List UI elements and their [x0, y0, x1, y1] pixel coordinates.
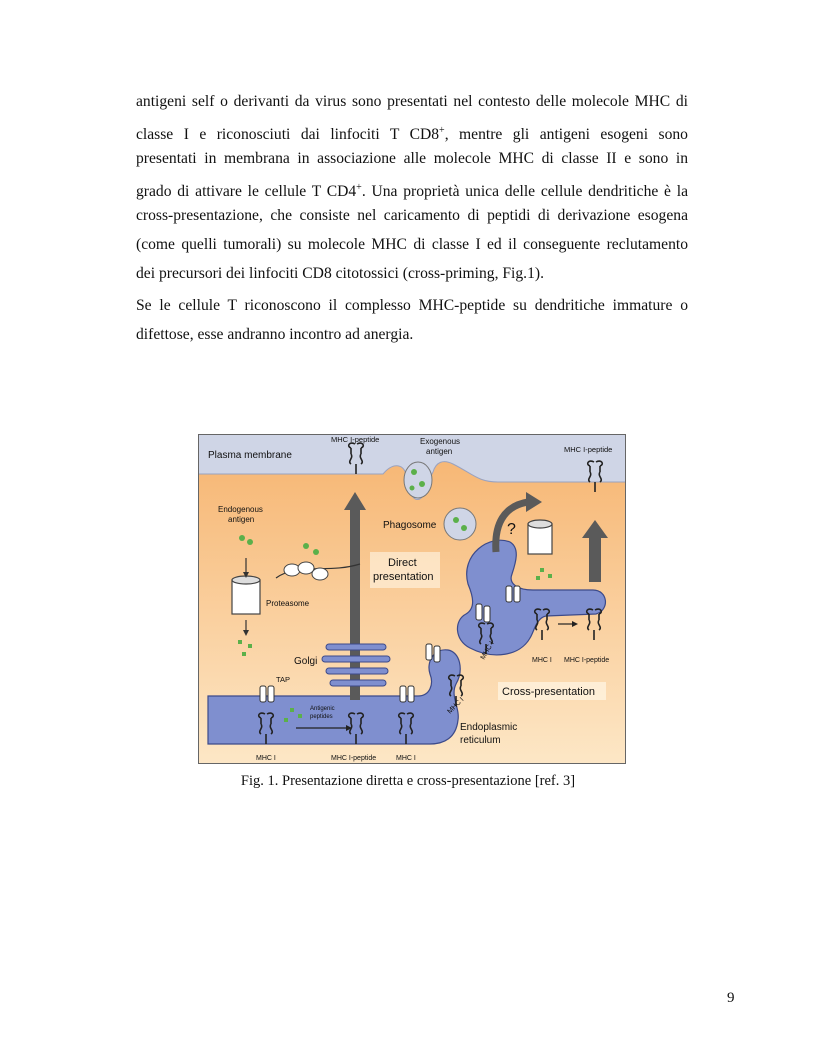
label-phagosome: Phagosome: [383, 520, 437, 531]
label-plasma-membrane: Plasma membrane: [208, 450, 292, 461]
label-direct: Direct: [388, 557, 417, 569]
figure-antigen-presentation: [198, 434, 626, 764]
upward-arrow: [589, 536, 601, 582]
text-line: presentati in membrana in associazione alle molecole MHC di classe II e sono in: [136, 150, 688, 168]
text-line: grado di attivare le cellule T CD4+. Una proprietà unica delle cellule dendritiche è la: [136, 181, 688, 200]
label-mhc-peptide: MHC I-peptide: [331, 435, 380, 444]
label-mhc-i: MHC I: [479, 640, 496, 661]
label-cross-presentation: Cross-presentation: [502, 686, 595, 698]
label-tap: TAP: [276, 675, 291, 684]
label-exogenous: Exogenous: [420, 437, 461, 446]
page-number: 9: [727, 990, 735, 1006]
figure-caption: Fig. 1. Presentazione diretta e cross-presentazione [ref. 3]: [240, 773, 576, 789]
superscript: +: [356, 181, 362, 193]
label-mhc-i: MHC I: [256, 755, 276, 762]
superscript: +: [439, 124, 445, 136]
phagosome: [444, 508, 476, 540]
text-line: classe I e riconosciuti dai linfociti T CD8+, mentre gli antigeni esogeni sono: [136, 124, 688, 143]
text-line: difettose, esse andranno incontro ad anergia.: [136, 325, 414, 343]
label-mhc-i: MHC I: [532, 657, 552, 664]
proteasome: [232, 580, 260, 614]
label-proteasome: Proteasome: [266, 599, 310, 608]
exogenous-vesicle: [404, 462, 432, 498]
label-endoplasmic: Endoplasmic: [460, 722, 518, 733]
paragraph-1: [136, 88, 688, 288]
label-antigenic: Antigenic: [310, 706, 335, 712]
label-reticulum: reticulum: [460, 735, 501, 746]
label-peptides: peptides: [310, 714, 333, 720]
text-line: Se le cellule T riconoscono il complesso MHC-peptide su dendritiche immature o: [136, 297, 688, 314]
label-endogenous: Endogenous: [218, 505, 263, 514]
text-line: antigeni self o derivanti da virus sono presentati nel contesto delle molecole MHC di: [136, 93, 688, 110]
label-golgi: Golgi: [294, 656, 318, 667]
label-mhc-peptide: MHC I-peptide: [331, 755, 377, 762]
text-line: cross-presentazione, che consiste nel caricamento di peptidi di derivazione esogena: [136, 207, 688, 225]
text-line: (come quelli tumorali) su molecole MHC di classe I ed il conseguente reclutamento: [136, 235, 688, 253]
label-antigen: antigen: [426, 447, 453, 456]
paragraph-2: [136, 292, 688, 349]
label-question: ?: [507, 521, 516, 538]
label-mhc-peptide: MHC I-peptide: [564, 657, 610, 664]
label-presentation: presentation: [373, 571, 434, 583]
label-mhc-i: MHC I: [446, 696, 466, 716]
label-mhc-i: MHC I: [396, 755, 416, 762]
text-line: dei precursori dei linfociti CD8 citotossici (cross-priming, Fig.1).: [136, 264, 544, 282]
label-mhc-peptide: MHC I-peptide: [564, 445, 613, 454]
label-antigen: antigen: [228, 515, 255, 524]
